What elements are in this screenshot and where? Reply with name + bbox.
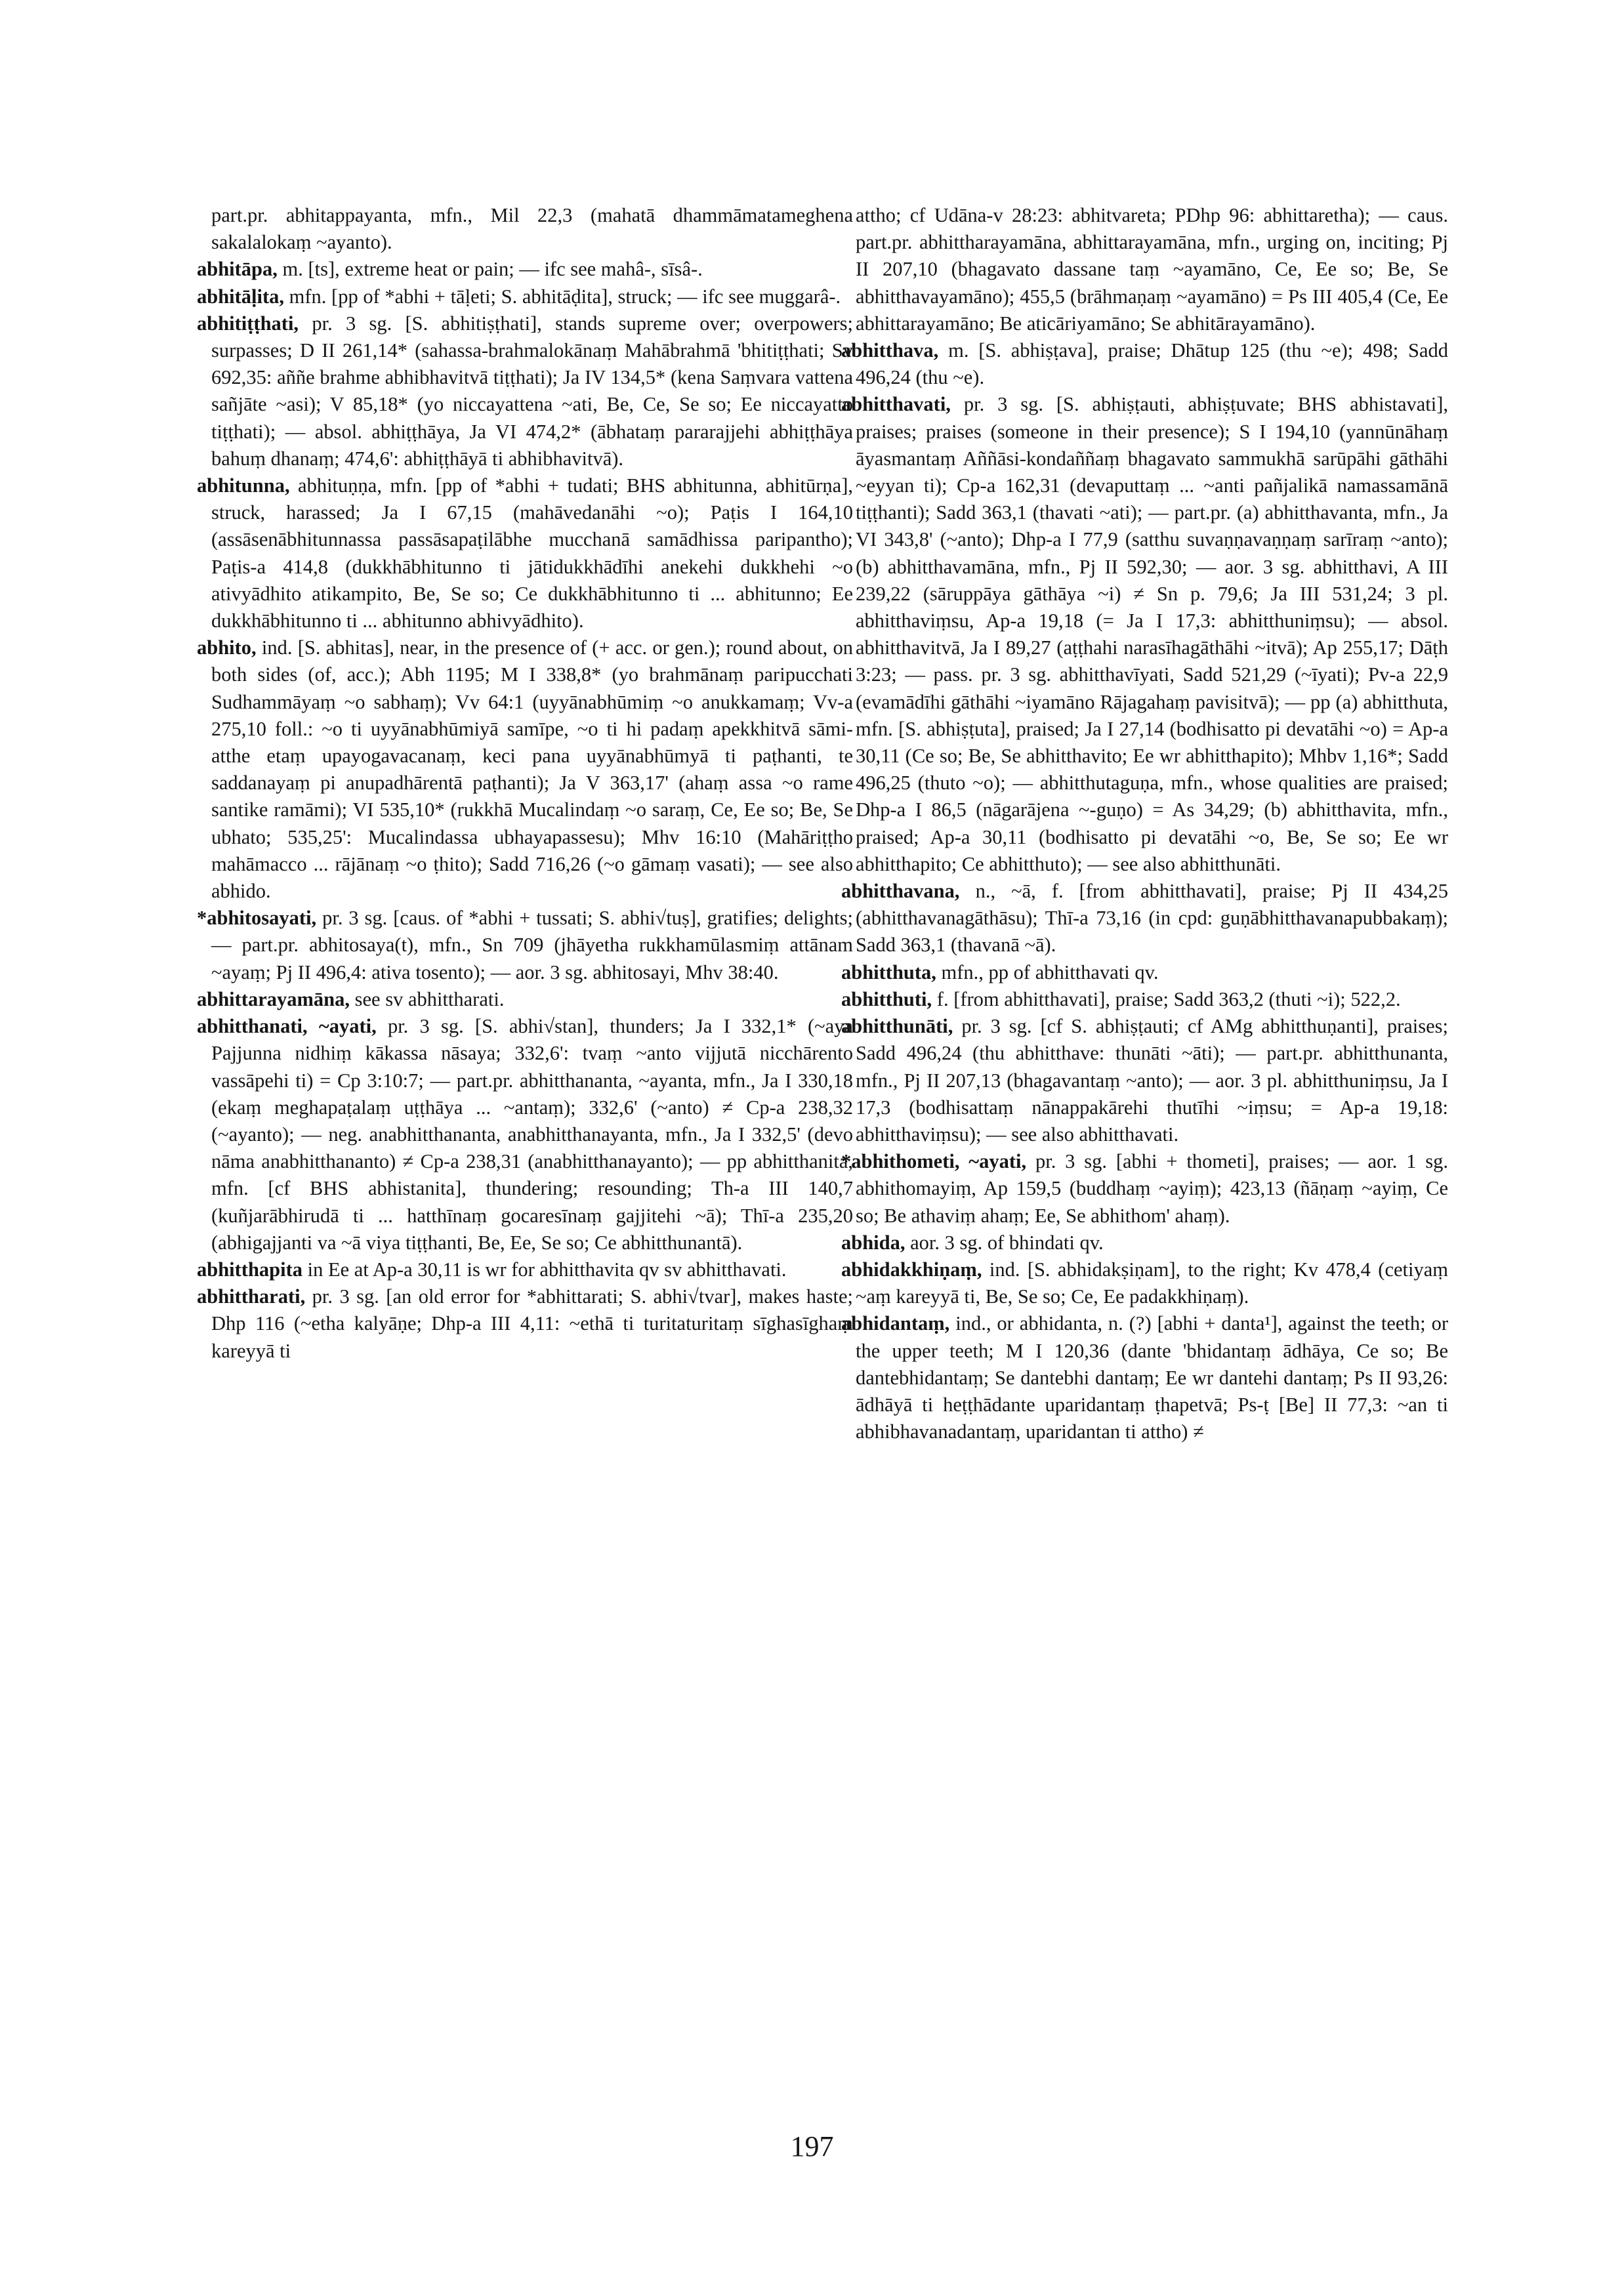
entry-headword: abhittarayamāna,	[197, 987, 350, 1010]
entry-headword: abhidantaṃ,	[841, 1312, 950, 1335]
entry-headword: abhitthapita	[197, 1258, 303, 1281]
dictionary-entry	[197, 472, 853, 634]
left-column	[197, 202, 853, 1365]
dictionary-entry	[841, 986, 1448, 1013]
dictionary-entry	[841, 337, 1448, 391]
dictionary-entry	[197, 1256, 853, 1283]
entry-headword: * abhitosayati,	[197, 907, 316, 929]
dictionary-entry	[841, 1230, 1448, 1256]
dictionary-entry	[197, 1013, 853, 1256]
entry-headword: abhitthunāti,	[841, 1015, 953, 1038]
entry-text: pr. 3 sg. [caus. of *abhi + tussati; S. abhi√tuṣ], gratifies; delights; — part.pr. abhitosaya(t), mfn., Sn 709 (jhāyetha rukkhamūlasmiṃ attānam ~ayaṃ; Pj II 496,4: ativa tosento); — aor. 3 sg. abhitosayi, Mhv 38:40.	[211, 907, 853, 983]
entry-text: ind., or abhidanta, n. (?) [abhi + danta¹], against the teeth; or the upper teeth; M I 120,36 (dante 'bhidantaṃ ādhāya, Ce so; Be dantebhidantaṃ; Se dantebhi dantaṃ; Ee wr dantehi dantaṃ; Ps II 93,26: ādhāyā ti heṭṭhādante uparidantaṃ ṭhapetvā; Ps-ṭ [Be] II 77,3: ~an ti abhibhavanadantaṃ, uparidantan ti attho) ≠	[856, 1312, 1448, 1443]
entry-text: m. [S. abhiṣṭava], praise; Dhātup 125 (thu ~e); 498; Sadd 496,24 (thu ~e).	[856, 339, 1448, 389]
entry-text: ind. [S. abhidakṣiṇam], to the right; Kv 478,4 (cetiyaṃ ~aṃ kareyyā ti, Be, Se so; Ce, Ee padakkhiṇaṃ).	[856, 1258, 1448, 1308]
dictionary-entry	[197, 310, 853, 472]
entry-text: abhituṇṇa, mfn. [pp of *abhi + tudati; BHS abhitunna, abhitūrṇa], struck, harassed; Ja I 67,15 (mahāvedanāhi ~o); Paṭis I 164,10 (assāsenābhitunnassa passāsapaṭilābhe mucchanā samādhissa paripantho); Paṭis-a 414,8 (dukkhābhitunno ti jātidukkhādīhi anekehi dukkhehi ~o ativyādhito atikampito, Be, Se so; Ce dukkhābhitunno ti ... abhitunno; Ee dukkhābhitunno ti ... abhitunno abhivyādhito).	[211, 474, 853, 632]
entry-text: aor. 3 sg. of bhindati qv.	[910, 1231, 1104, 1254]
dictionary-entry	[841, 1310, 1448, 1445]
entry-headword: abhida,	[841, 1231, 906, 1254]
entry-headword: abhitiṭṭhati,	[197, 312, 299, 335]
entry-headword: abhito,	[197, 636, 257, 659]
dictionary-entry	[841, 959, 1448, 986]
entry-headword: abhitthavati,	[841, 393, 951, 416]
entry-text: pr. 3 sg. [S. abhiṣṭauti, abhiṣṭuvate; BHS abhistavati], praises; praises (someone in their presence); S I 194,10 (yannūnāhaṃ āyasmantaṃ Aññāsi-kondaññaṃ bhagavato sammukhā sarūpāhi gāthāhi ~eyyan ti); Cp-a 162,31 (devaputtaṃ ... ~anti pañjalikā namassamānā tiṭṭhanti); Sadd 363,1 (thavati ~ati); — part.pr. (a) abhitthavanta, mfn., Ja VI 343,8' (~anto); Dhp-a I 77,9 (satthu suvaṇṇavaṇṇaṃ sarīraṃ ~anto); (b) abhitthavamāna, mfn., Pj II 592,30; — aor. 3 sg. abhitthavi, A III 239,22 (sāruppāya gāthāya ~i) ≠ Sn p. 79,6; Ja III 531,24; 3 pl. abhitthaviṃsu, Ap-a 19,18 (= Ja I 17,3: abhitthuniṃsu); — absol. abhitthavitvā, Ja I 89,27 (aṭṭhahi narasīhagāthāhi ~itvā); Ap 255,17; Dāṭh 3:23; — pass. pr. 3 sg. abhitthavīyati, Sadd 521,29 (~īyati); Pv-a 22,9 (evamādīhi gāthāhi ~iyamāno Rājagahaṃ pavisitvā); — pp (a) abhitthuta, mfn. [S. abhiṣṭuta], praised; Ja I 27,14 (bodhisatto pi devatāhi ~o) = Ap-a 30,11 (Ce so; Be, Se abhitthavito; Ee wr abhitthapito); Mhbv 1,16*; Sadd 496,25 (thuto ~o); — abhitthutaguṇa, mfn., whose qualities are praised; Dhp-a I 86,5 (nāgarājena ~-guṇo) = As 34,29; (b) abhitthavita, mfn., praised; Ap-a 30,11 (bodhisatto pi devatāhi ~o, Be, Se so; Ee wr abhitthapito; Ce abhitthuto); — see also abhitthunāti.	[856, 393, 1449, 875]
entry-headword: abhittharati,	[197, 1285, 306, 1308]
dictionary-entry	[841, 391, 1448, 878]
dictionary-entry	[197, 634, 853, 905]
dictionary-entry	[841, 1148, 1448, 1230]
entry-text: ind. [S. abhitas], near, in the presence of (+ acc. or gen.); round about, on both sides (of, acc.); Abh 1195; M I 338,8* (yo brahmānaṃ paripucchati Sudhammāyaṃ ~o sabhaṃ); Vv 64:1 (uyyānabhūmiṃ ~o anukkamaṃ; Vv-a 275,10 foll.: ~o ti uyyānabhūmiyā samīpe, ~o ti hi padaṃ apekkhitvā sāmi-atthe etaṃ upayogavacanaṃ, keci pana uyyānabhūmyā ti paṭhanti, te saddanayaṃ pi anupadhārentā paṭhanti); Ja V 363,17' (ahaṃ assa ~o rame santike ramāmi); VI 535,10* (rukkhā Mucalindaṃ ~o saraṃ, Ce, Ee so; Be, Se ubhato; 535,25': Mucalindassa ubhayapassesu); Mhv 16:10 (Mahāriṭṭho mahāmacco ... rājānaṃ ~o ṭhito); Sadd 716,26 (~o gāmaṃ vasati); — see also abhido.	[211, 636, 853, 903]
right-column	[841, 202, 1448, 1445]
entry-text: n., ~ā, f. [from abhitthavati], praise; Pj II 434,25 (abhitthavanagāthāsu); Thī-a 73,16 (in cpd: guṇābhitthavanapubbakaṃ); Sadd 363,1 (thavanā ~ā).	[856, 880, 1448, 957]
dictionary-entry	[841, 1256, 1448, 1310]
dictionary-entry	[197, 1283, 853, 1365]
entry-text: attho; cf Udāna-v 28:23: abhitvareta; PDhp 96: abhittaretha); — caus. part.pr. abhittharayamāna, abhittarayamāna, mfn., urging on, inciting; Pj II 207,10 (bhagavato dassane taṃ ~ayamāno, Ce, Ee so; Be, Se abhitthavayamāno); 455,5 (brāhmaṇaṃ ~ayamāno) = Ps III 405,4 (Ce, Ee abhittarayamāno; Be aticāriyamāno; Se abhitārayamāno).	[856, 204, 1448, 335]
entry-headword: abhitthanati, ~ayati,	[197, 1015, 377, 1038]
dictionary-entry	[841, 1013, 1448, 1148]
entry-text: pr. 3 sg. [an old error for *abhittarati; S. abhi√tvar], makes haste; Dhp 116 (~etha kalyāṇe; Dhp-a III 4,11: ~ethā ti turitaturitaṃ sīghasīghaṃ kareyyā ti	[211, 1285, 853, 1362]
dictionary-entry	[197, 256, 853, 283]
entry-headword: abhidakkhiṇaṃ,	[841, 1258, 982, 1281]
entry-text: part.pr. abhitappayanta, mfn., Mil 22,3 (mahatā dhammāmatameghena sakalalokaṃ ~ayanto).	[211, 204, 853, 254]
entry-headword: abhitthavana,	[841, 880, 960, 903]
entry-headword: abhitāpa,	[197, 258, 278, 281]
entry-text: pr. 3 sg. [cf S. abhiṣṭauti; cf AMg abhitthuṇanti], praises; Sadd 496,24 (thu abhitthave: thunāti ~āti); — part.pr. abhitthunanta, mfn., Pj II 207,13 (bhagavantaṃ ~anto); — aor. 3 pl. abhitthuniṃsu, Ja I 17,3 (bodhisattaṃ nānappakārehi thutīhi ~iṃsu; = Ap-a 19,18: abhitthaviṃsu); — see also abhitthavati.	[856, 1015, 1448, 1146]
entry-headword: abhitthuta,	[841, 961, 936, 983]
entry-text: see sv abhittharati.	[354, 987, 505, 1010]
dictionary-entry	[197, 283, 853, 310]
dictionary-entry	[197, 905, 853, 986]
entry-text: pr. 3 sg. [S. abhi√stan], thunders; Ja I 332,1* (~aya Pajjunna nidhiṃ kākassa nāsaya; 332,6': tvaṃ ~anto vijjutā nicchārento vassāpehi ti) = Cp 3:10:7; — part.pr. abhitthananta, ~ayanta, mfn., Ja I 330,18 (ekaṃ meghapaṭalaṃ uṭṭhāya ... ~antaṃ); 332,6' (~anto) ≠ Cp-a 238,32 (~ayanto); — neg. anabhitthananta, anabhitthanayanta, mfn., Ja I 332,5' (devo nāma anabhitthananto) ≠ Cp-a 238,31 (anabhitthanayanto); — pp abhitthanita, mfn. [cf BHS abhistanita], thundering; resounding; Th-a III 140,7 (kuñjarābhirudā ti ... hatthīnaṃ gocaresīnaṃ gajjitehi ~ā); Thī-a 235,20 (abhigajjanti va ~ā viya tiṭṭhanti, Be, Ee, Se so; Ce abhitthunantā).	[211, 1015, 853, 1254]
entry-text: m. [ts], extreme heat or pain; — ifc see mahâ-, sīsâ-.	[282, 258, 703, 281]
entry-text: pr. 3 sg. [abhi + thometi], praises; — aor. 1 sg. abhithomayiṃ, Ap 159,5 (buddhaṃ ~ayiṃ); 423,13 (ñāṇaṃ ~ayiṃ, Ce so; Be athaviṃ ahaṃ; Ee, Se abhithom' ahaṃ).	[856, 1150, 1448, 1227]
dictionary-entry	[197, 986, 853, 1013]
entry-text: pr. 3 sg. [S. abhitiṣṭhati], stands supreme over; overpowers; surpasses; D II 261,14* (sahassa-brahmalokānaṃ Mahābrahmā 'bhitiṭṭhati; Sv 692,35: aññe brahme abhibhavitvā tiṭṭhati); Ja IV 134,5* (kena Saṃvara vattena sañjāte ~asi); V 85,18* (yo niccayattena ~ati, Be, Ce, Se so; Ee niccayatto tiṭṭhati); — absol. abhiṭṭhāya, Ja VI 474,2* (ābhataṃ pararajjehi abhiṭṭhāya bahuṃ dhanaṃ; 474,6': abhiṭṭhāyā ti abhibhavitvā).	[211, 312, 853, 470]
entry-headword: abhitthuti,	[841, 987, 932, 1010]
dictionary-entry	[197, 202, 853, 256]
entry-text: in Ee at Ap-a 30,11 is wr for abhitthavita qv sv abhitthavati.	[307, 1258, 787, 1281]
entry-headword: abhitthava,	[841, 339, 939, 362]
page-number: 197	[790, 2130, 834, 2162]
entry-headword: abhitunna,	[197, 474, 290, 497]
entry-text: mfn. [pp of *abhi + tāḷeti; S. abhitāḍita], struck; — ifc see muggarâ-.	[289, 285, 841, 308]
entry-text: mfn., pp of abhitthavati qv.	[941, 961, 1159, 983]
entry-headword: abhitāḷita,	[197, 285, 285, 308]
entry-headword: * abhithometi, ~ayati,	[841, 1150, 1026, 1172]
entry-text: f. [from abhitthavati], praise; Sadd 363,2 (thuti ~i); 522,2.	[936, 987, 1401, 1010]
dictionary-entry	[841, 202, 1448, 337]
dictionary-entry	[841, 878, 1448, 959]
